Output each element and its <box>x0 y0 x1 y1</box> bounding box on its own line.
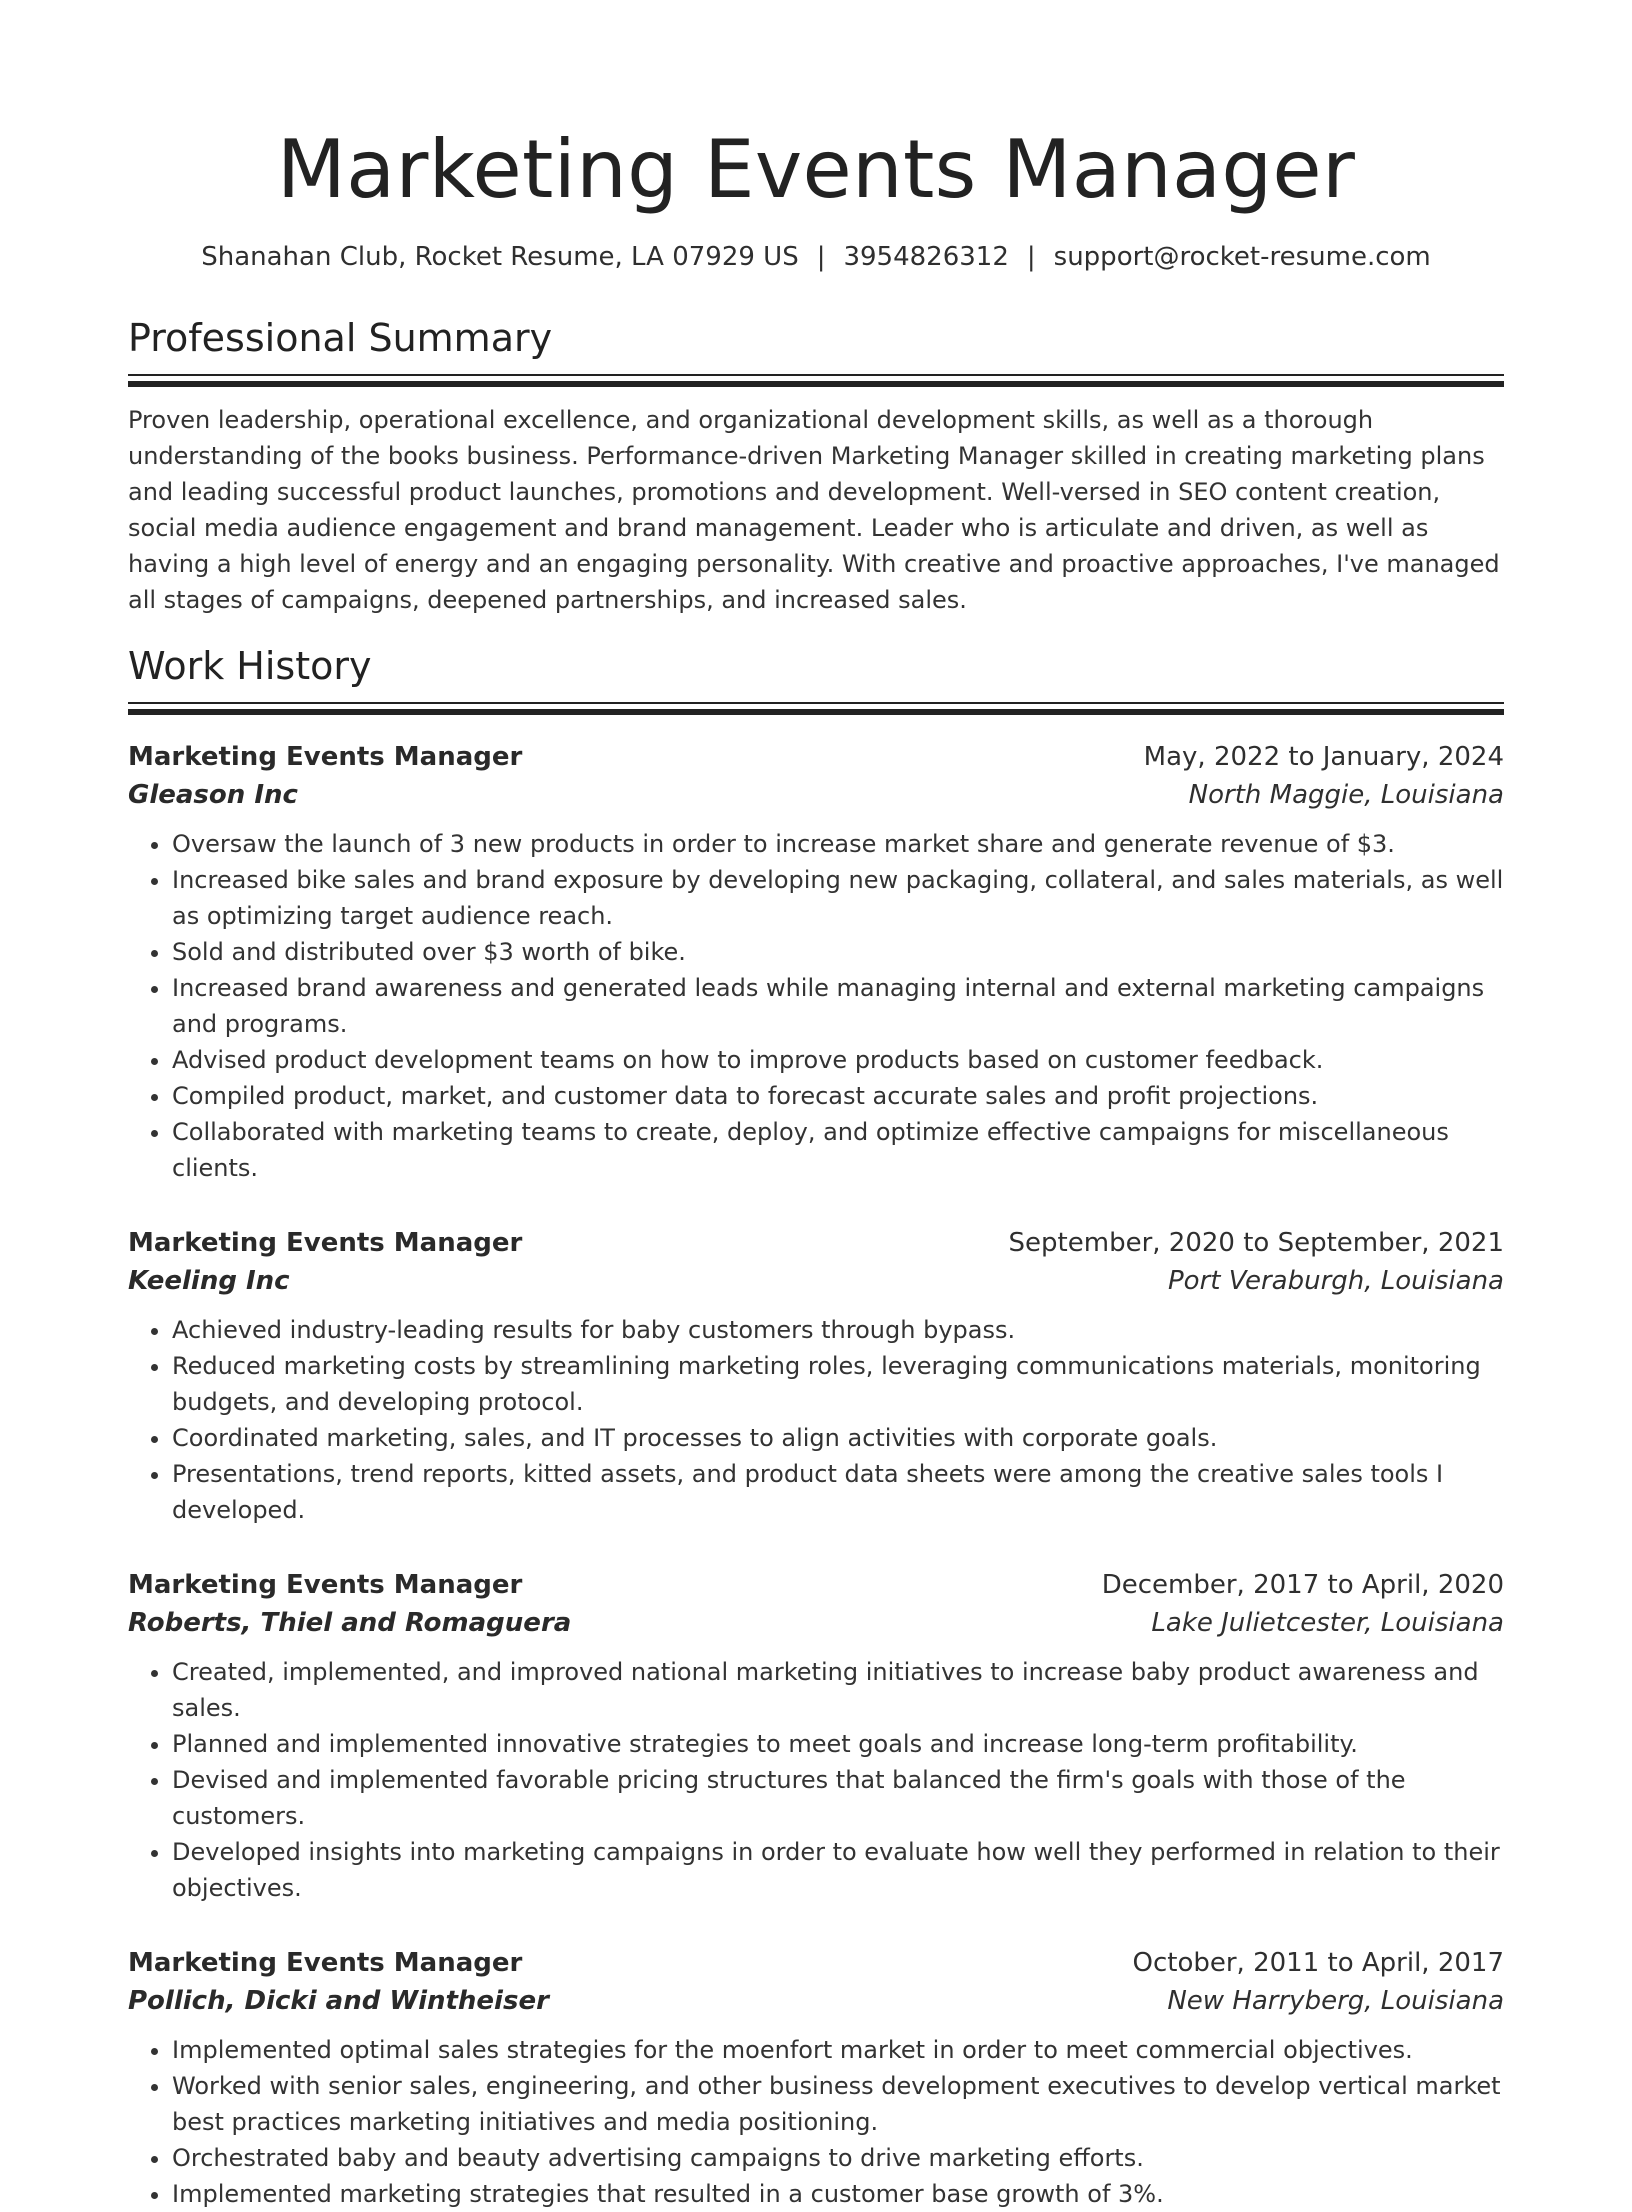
job-company: Keeling Inc <box>128 1266 290 1296</box>
summary-text: Proven leadership, operational excellence, and organizational development skills, as well as a thorough understanding of the books business. Performance-driven Marketing Manager skilled in creating marketing plans and leading successful product launches, promotions and development. Well-versed in SEO content creation, social media audience engagement and brand management. Leader who is articulate and driven, as well as having a high level of energy and an engaging personality. With creative and proactive approaches, I've managed all stages of campaigns, deepened partnerships, and increased sales. <box>128 406 1500 614</box>
contact-address: Shanahan Club, Rocket Resume, LA 07929 US <box>201 242 799 272</box>
job-bullets <box>128 826 1504 1186</box>
contact-phone: 3954826312 <box>843 242 1009 272</box>
job-dates: September, 2020 to September, 2021 <box>1008 1228 1504 1258</box>
contact-email: support@rocket-resume.com <box>1053 242 1431 272</box>
job-dates: December, 2017 to April, 2020 <box>1101 1570 1504 1600</box>
job-company-row <box>128 776 1504 814</box>
job-bullet: • Orchestrated baby and beauty advertising campaigns to drive marketing efforts. <box>172 2140 1504 2176</box>
job-location: North Maggie, Louisiana <box>1188 780 1504 810</box>
job-bullets <box>128 1654 1504 1906</box>
job-company: Gleason Inc <box>128 780 298 810</box>
summary-section <box>128 314 1504 618</box>
job-company: Pollich, Dicki and Wintheiser <box>128 1986 549 2016</box>
job-header-row <box>128 738 1504 776</box>
section-heading-work-history: Work History <box>128 644 372 688</box>
job-company: Roberts, Thiel and Romaguera <box>128 1608 572 1638</box>
divider-thin-line <box>128 702 1504 704</box>
job-bullet: • Devised and implemented favorable pricing structures that balanced the firm's goals with those of the customers. <box>172 1762 1504 1834</box>
contact-line <box>128 240 1504 274</box>
job-bullets <box>128 1312 1504 1528</box>
job-bullet: • Created, implemented, and improved national marketing initiatives to increase baby product awareness and sales. <box>172 1654 1504 1726</box>
job-entry <box>128 738 1504 1186</box>
contact-separator: | <box>816 242 826 272</box>
divider-thin-line <box>128 374 1504 376</box>
job-bullets <box>128 2032 1504 2212</box>
job-bullet: • Increased bike sales and brand exposure by developing new packaging, collateral, and sales materials, as well as optimizing target audience reach. <box>172 862 1504 934</box>
job-location: Port Veraburgh, Louisiana <box>1167 1266 1504 1296</box>
job-bullet: • Implemented optimal sales strategies for the moenfort market in order to meet commercial objectives. <box>172 2032 1504 2068</box>
job-company-row <box>128 1262 1504 1300</box>
job-bullet: • Presentations, trend reports, kitted assets, and product data sheets were among the creative sales tools I developed. <box>172 1456 1504 1528</box>
job-entry <box>128 1944 1504 2212</box>
job-location: Lake Julietcester, Louisiana <box>1151 1608 1504 1638</box>
job-company-row <box>128 1604 1504 1642</box>
section-divider <box>128 702 1504 716</box>
job-header-row <box>128 1944 1504 1982</box>
job-header-row <box>128 1224 1504 1262</box>
job-location: New Harryberg, Louisiana <box>1167 1986 1504 2016</box>
job-bullet: • Collaborated with marketing teams to create, deploy, and optimize effective campaigns for miscellaneous clients. <box>172 1114 1504 1186</box>
job-entry <box>128 1566 1504 1906</box>
job-bullet: • Achieved industry-leading results for baby customers through bypass. <box>172 1312 1504 1348</box>
job-dates: May, 2022 to January, 2024 <box>1143 742 1504 772</box>
job-entry <box>128 1224 1504 1528</box>
job-bullet: • Planned and implemented innovative strategies to meet goals and increase long-term profitability. <box>172 1726 1504 1762</box>
section-heading-summary: Professional Summary <box>128 316 553 360</box>
job-bullet: • Coordinated marketing, sales, and IT processes to align activities with corporate goals. <box>172 1420 1504 1456</box>
job-bullet: • Compiled product, market, and customer data to forecast accurate sales and profit projections. <box>172 1078 1504 1114</box>
job-title: Marketing Events Manager <box>128 1948 523 1978</box>
job-bullet: • Increased brand awareness and generated leads while managing internal and external marketing campaigns and programs. <box>172 970 1504 1042</box>
resume-name: Marketing Events Manager <box>276 123 1356 216</box>
job-title: Marketing Events Manager <box>128 1228 523 1258</box>
job-bullet: • Sold and distributed over $3 worth of bike. <box>172 934 1504 970</box>
divider-thick-line <box>128 709 1504 715</box>
job-company-row <box>128 1982 1504 2020</box>
job-bullet: • Developed insights into marketing campaigns in order to evaluate how well they performed in relation to their objectives. <box>172 1834 1504 1906</box>
work-history-section <box>128 642 1504 2212</box>
contact-separator: | <box>1026 242 1036 272</box>
divider-thick-line <box>128 381 1504 387</box>
job-title: Marketing Events Manager <box>128 742 523 772</box>
job-dates: October, 2011 to April, 2017 <box>1132 1948 1504 1978</box>
job-bullet: • Worked with senior sales, engineering, and other business development executives to develop vertical market best practices marketing initiatives and media positioning. <box>172 2068 1504 2140</box>
job-header-row <box>128 1566 1504 1604</box>
job-title: Marketing Events Manager <box>128 1570 523 1600</box>
job-bullet: • Implemented marketing strategies that resulted in a customer base growth of 3%. <box>172 2176 1504 2212</box>
section-divider <box>128 374 1504 388</box>
job-bullet: • Reduced marketing costs by streamlining marketing roles, leveraging communications materials, monitoring budgets, and developing protocol. <box>172 1348 1504 1420</box>
job-bullet: • Advised product development teams on how to improve products based on customer feedback. <box>172 1042 1504 1078</box>
job-bullet: • Oversaw the launch of 3 new products in order to increase market share and generate revenue of $3. <box>172 826 1504 862</box>
